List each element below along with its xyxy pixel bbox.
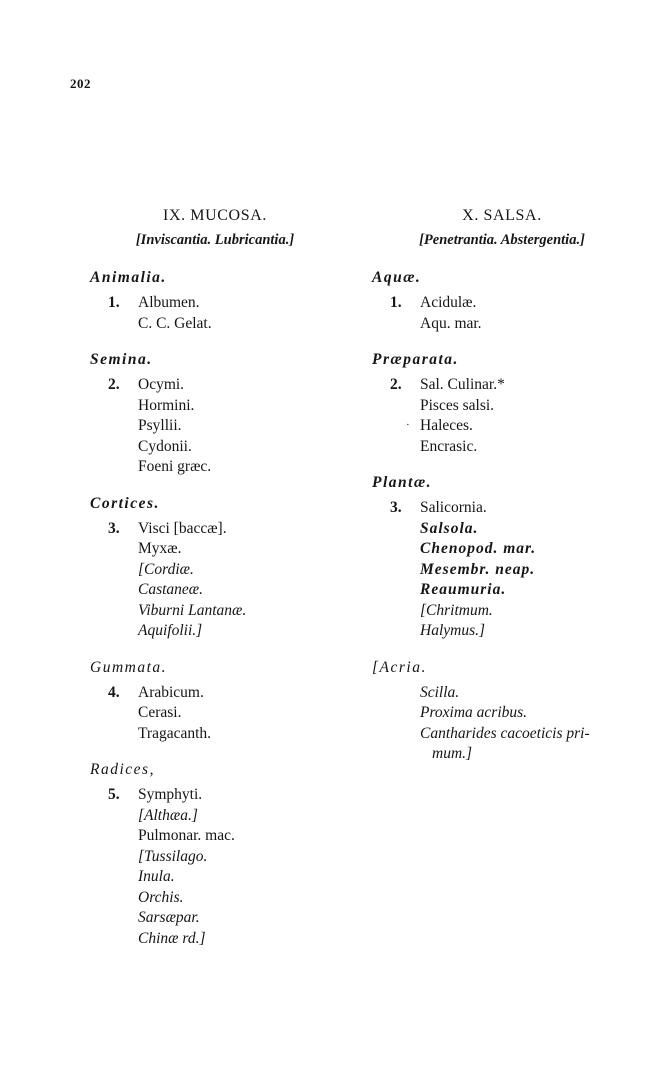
item-text: Sarsæpar. (138, 909, 200, 926)
section-title: Aquæ. (372, 269, 422, 286)
list-item (90, 375, 340, 396)
section-cortices (90, 494, 340, 642)
list-item (90, 314, 340, 335)
item-text: Sal. Culinar.* (420, 376, 505, 393)
item-text: Haleces. (420, 417, 473, 434)
list-item (90, 293, 340, 314)
list-item (372, 498, 632, 519)
list-item (372, 621, 632, 642)
list-item (90, 867, 340, 888)
list-item (372, 396, 632, 417)
item-text: Chenopod. mar. (420, 540, 537, 557)
item-text: Aquifolii.] (138, 622, 203, 639)
column-salsa (372, 204, 632, 765)
item-number: 3. (108, 519, 120, 537)
item-text: Tragacanth. (138, 724, 212, 742)
list-item (372, 683, 632, 704)
list-item (90, 785, 340, 806)
section-praeparata (372, 350, 632, 457)
item-text: Salsola. (420, 519, 479, 537)
list-item (372, 580, 632, 601)
item-text: Myxæ. (138, 540, 182, 557)
list-item (90, 703, 340, 724)
item-text: Aqu. mar. (420, 314, 482, 332)
item-text: Arabicum. (138, 683, 204, 701)
item-text: Pulmonar. mac. (138, 827, 235, 844)
item-text: Salicornia. (420, 499, 487, 516)
section-title: Plantæ. (372, 474, 433, 491)
section-title: [Acria. (372, 658, 427, 676)
list-item (90, 601, 340, 622)
item-text: Orchis. (138, 888, 184, 906)
list-item (90, 724, 340, 745)
item-number: 4. (108, 683, 120, 701)
item-text: mum.] (432, 745, 473, 762)
item-number: 2. (390, 376, 402, 393)
item-text: Hormini. (138, 396, 195, 414)
list-item (90, 580, 340, 601)
list-item (90, 539, 340, 560)
item-number: 5. (108, 786, 120, 803)
item-text: Foeni græc. (138, 458, 212, 475)
section-title: Præparata. (372, 351, 459, 368)
list-item (90, 888, 340, 909)
list-item (90, 929, 340, 950)
column-mucosa (90, 204, 340, 949)
column-heading (90, 204, 340, 252)
heading-subtitle: [Inviscantia. Lubricantia.] (135, 232, 295, 248)
section-gummata (90, 658, 340, 745)
item-number: 2. (108, 376, 120, 393)
item-text: Mesembr. neap. (420, 560, 536, 578)
list-item (372, 744, 632, 765)
list-item (372, 519, 632, 540)
page-number: 202 (70, 76, 91, 91)
item-text: Pisces salsi. (420, 396, 495, 414)
item-number: 3. (390, 499, 402, 516)
list-item (90, 519, 340, 540)
column-heading (372, 204, 632, 252)
list-item (90, 806, 340, 827)
section-title: Gummata. (90, 658, 168, 676)
list-item (90, 847, 340, 868)
list-item (90, 683, 340, 704)
item-text: Psyllii. (138, 417, 182, 434)
item-text: Cydonii. (138, 437, 192, 455)
list-item (372, 416, 632, 437)
section-plantae (372, 473, 632, 642)
section-title: Radices, (90, 761, 155, 778)
item-text: Reaumuria. (420, 581, 507, 598)
list-item (90, 396, 340, 417)
item-text: Symphyti. (138, 786, 203, 803)
item-text: Castaneæ. (138, 581, 204, 598)
section-aquae (372, 268, 632, 334)
item-text: Viburni Lantanæ. (138, 601, 247, 619)
section-acria (372, 658, 632, 765)
item-text: Acidulæ. (420, 294, 477, 311)
list-item (372, 314, 632, 335)
list-item (90, 560, 340, 581)
item-text: [Cordiæ. (138, 560, 194, 578)
section-animalia (90, 268, 340, 334)
item-text: Encrasic. (420, 437, 478, 455)
item-text: Halymus.] (420, 622, 486, 639)
list-item (372, 437, 632, 458)
item-text: Cerasi. (138, 704, 182, 721)
item-text: [Chritmum. (420, 601, 493, 619)
item-text: [Althæa.] (138, 806, 198, 824)
list-item (372, 560, 632, 581)
item-text: Scilla. (420, 683, 460, 701)
heading-title: X. SALSA. (462, 207, 542, 224)
list-item (90, 621, 340, 642)
section-title: Cortices. (90, 494, 160, 512)
item-text: Cantharides cacoeticis pri- (420, 724, 590, 742)
item-text: Inula. (138, 868, 175, 885)
item-text: C. C. Gelat. (138, 314, 212, 332)
list-item (372, 703, 632, 724)
item-number: 1. (390, 294, 402, 311)
item-text: Chinæ rd.] (138, 929, 206, 947)
section-title: Animalia. (90, 269, 167, 286)
item-text: Ocymi. (138, 376, 185, 393)
heading-subtitle: [Penetrantia. Abstergentia.] (419, 232, 585, 248)
heading-title: IX. MUCOSA. (163, 207, 267, 224)
list-item (90, 457, 340, 478)
section-semina (90, 350, 340, 478)
list-item (372, 293, 632, 314)
item-text: Albumen. (138, 294, 200, 311)
item-text: Visci [baccæ]. (138, 519, 227, 537)
list-item (372, 601, 632, 622)
section-title: Semina. (90, 351, 153, 368)
list-item (90, 437, 340, 458)
list-item (372, 539, 632, 560)
section-radices (90, 760, 340, 949)
item-text: [Tussilago. (138, 847, 208, 865)
list-item (90, 826, 340, 847)
list-item (372, 724, 632, 745)
list-item (372, 375, 632, 396)
list-item (90, 416, 340, 437)
dot-mark: · (406, 419, 410, 431)
item-text: Proxima acribus. (420, 704, 528, 721)
item-number: 1. (108, 294, 120, 311)
list-item (90, 908, 340, 929)
